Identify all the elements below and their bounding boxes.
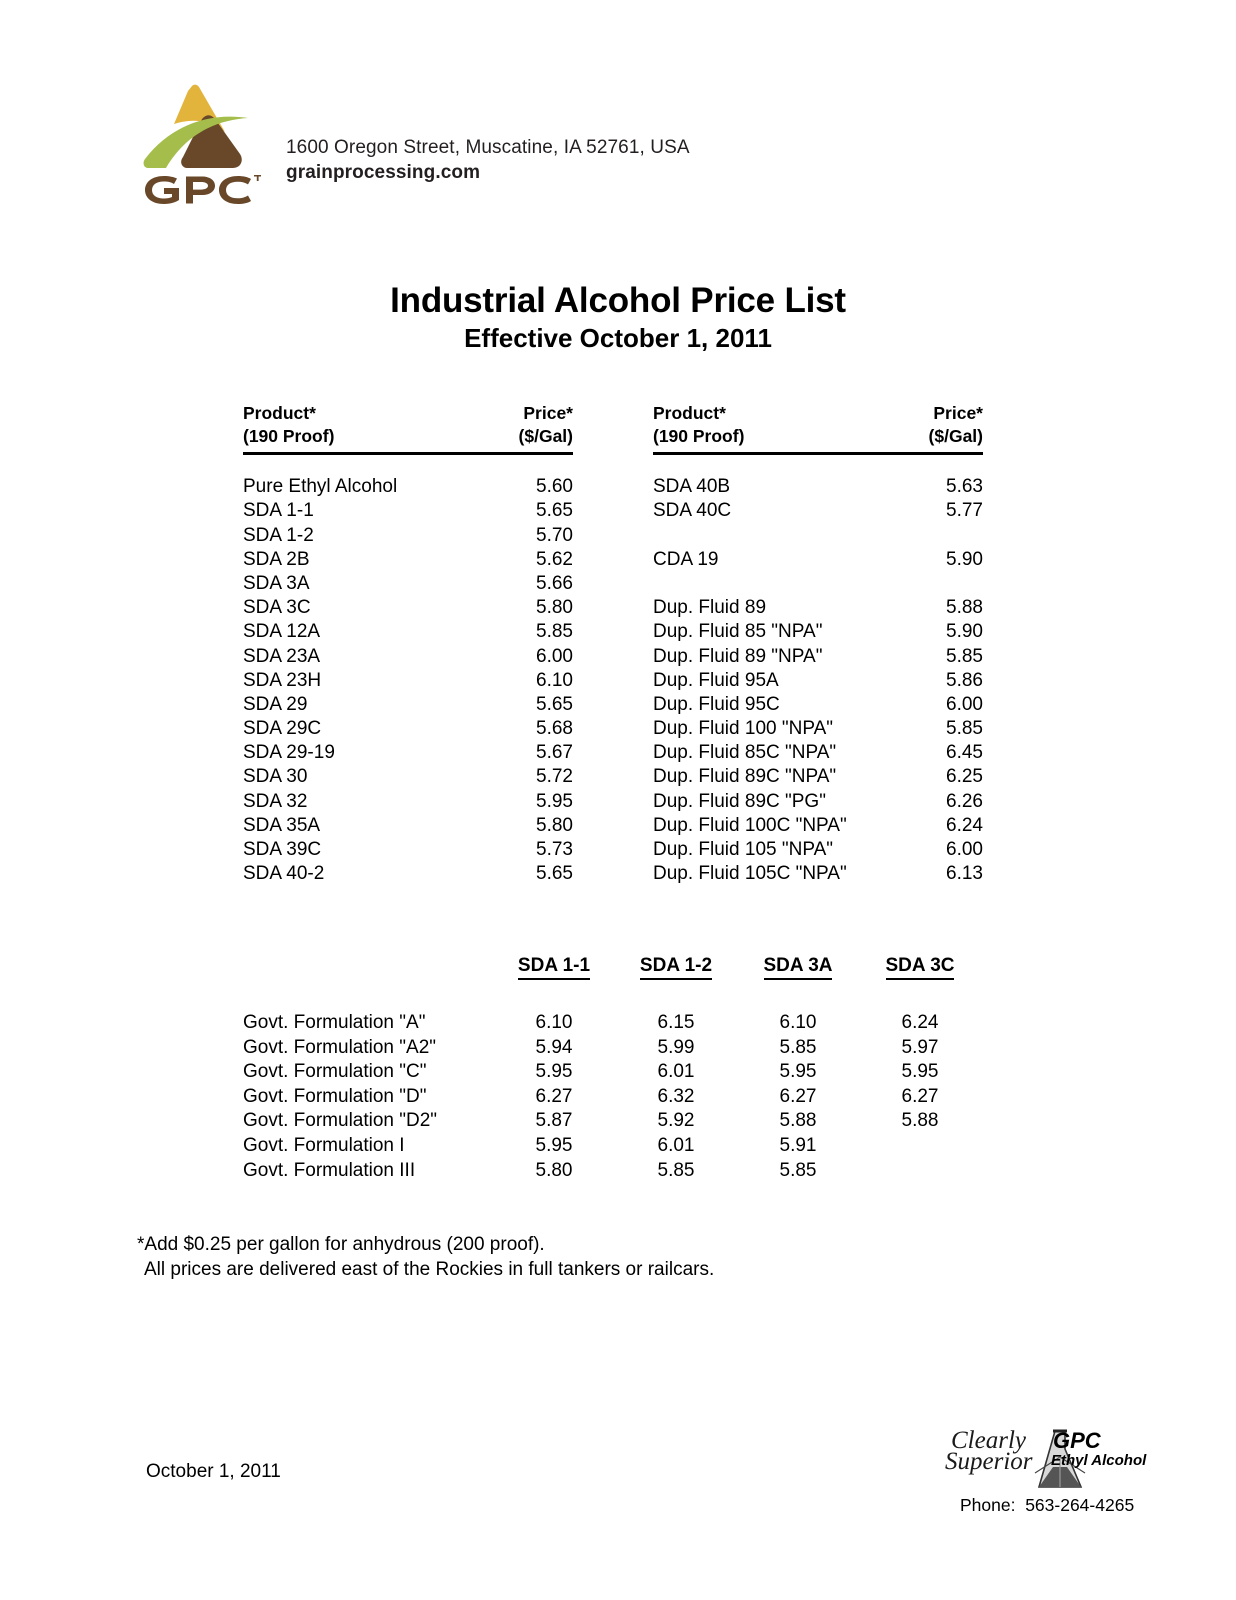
footer-date: October 1, 2011 (146, 1461, 281, 1482)
price-row (653, 596, 983, 620)
product-price: 5.90 (946, 548, 983, 570)
product-name: CDA 19 (653, 548, 719, 570)
price-row (653, 765, 983, 789)
product-price: 5.90 (946, 621, 983, 643)
price-rows-left (243, 475, 573, 886)
formulation-price: 6.15 (657, 1012, 695, 1033)
formulation-name: Govt. Formulation "D" (243, 1085, 427, 1107)
product-name: Dup. Fluid 95C (653, 693, 780, 715)
formulation-price: 5.92 (657, 1110, 695, 1132)
product-name: SDA 3C (243, 597, 311, 619)
price-row (243, 765, 573, 789)
product-price: 6.45 (946, 742, 983, 764)
product-name: SDA 29C (243, 718, 322, 740)
formulation-price: 5.99 (657, 1036, 695, 1058)
formulation-price: 5.88 (901, 1110, 939, 1132)
price-row (653, 620, 983, 644)
price-row (653, 717, 983, 741)
price-row (653, 645, 983, 669)
product-name: SDA 23H (243, 669, 322, 691)
formulation-row (243, 1109, 983, 1134)
price-row (243, 524, 573, 548)
product-name: SDA 29 (243, 693, 308, 715)
product-name: Dup. Fluid 89 (653, 597, 767, 619)
formulation-price: 6.01 (657, 1134, 695, 1156)
header-proof-label: (190 Proof) (653, 426, 745, 447)
price-column-right (653, 402, 983, 886)
product-price: 6.00 (946, 693, 983, 715)
product-price: 6.00 (536, 645, 573, 667)
product-name: Dup. Fluid 105C "NPA" (653, 863, 847, 885)
formulation-price: 5.88 (779, 1110, 817, 1132)
product-price: 5.60 (536, 476, 573, 498)
price-rows-right (653, 475, 983, 886)
formulation-column-header (737, 955, 859, 989)
formulation-price: 5.95 (535, 1134, 573, 1156)
page-subtitle: Effective October 1, 2011 (464, 323, 772, 354)
price-row (653, 790, 983, 814)
formulation-price: 5.91 (779, 1134, 817, 1156)
price-row (243, 620, 573, 644)
formulation-header-spacer (243, 955, 493, 989)
formulation-price: 5.85 (779, 1036, 817, 1058)
formulation-name: Govt. Formulation "A2" (243, 1036, 437, 1058)
brand-superior-text: Superior (945, 1448, 1033, 1475)
formulation-column-header-label: SDA 3C (886, 955, 955, 980)
product-name: SDA 40C (653, 500, 732, 522)
product-price: 5.80 (536, 597, 573, 619)
price-row (653, 862, 983, 886)
formulation-price: 5.97 (901, 1036, 939, 1058)
product-price: 6.13 (946, 863, 983, 885)
price-row (243, 475, 573, 499)
formulation-price: 5.85 (657, 1159, 695, 1181)
formulation-table-body (243, 1011, 983, 1183)
product-name: SDA 32 (243, 790, 308, 812)
price-table (243, 402, 983, 886)
product-price: 6.10 (536, 669, 573, 691)
product-name: SDA 39C (243, 839, 322, 860)
product-name: SDA 1-1 (243, 500, 314, 522)
formulation-price: 5.80 (535, 1159, 573, 1181)
formulation-price: 5.95 (779, 1061, 817, 1083)
product-name: Dup. Fluid 100 "NPA" (653, 718, 833, 740)
product-name: SDA 3A (243, 572, 310, 594)
formulation-name: Govt. Formulation "A" (243, 1012, 426, 1033)
price-row (653, 693, 983, 717)
product-price (863, 524, 983, 548)
formulation-column-header (493, 955, 615, 989)
product-price: 6.00 (946, 839, 983, 860)
product-price: 5.68 (536, 718, 573, 740)
product-price: 5.86 (946, 669, 983, 691)
brand-clearly-text: Clearly (951, 1427, 1026, 1454)
price-row (243, 790, 573, 814)
formulation-name: Govt. Formulation "D2" (243, 1110, 438, 1132)
formulation-row (243, 1011, 983, 1036)
product-name: SDA 29-19 (243, 742, 335, 764)
product-name: Dup. Fluid 85C "NPA" (653, 742, 837, 764)
product-price: 5.85 (946, 718, 983, 740)
product-name: Dup. Fluid 95A (653, 669, 779, 691)
price-row-spacer (653, 572, 983, 596)
product-price: 5.63 (946, 476, 983, 498)
formulation-column-header-label: SDA 1-1 (518, 955, 590, 980)
spacer (653, 455, 983, 475)
company-website: grainprocessing.com (286, 162, 481, 184)
formulation-table (243, 955, 983, 1183)
header-product-label: Product* (653, 403, 726, 423)
footnote-line-2: All prices are delivered east of the Rockies in full tankers or railcars. (144, 1259, 715, 1280)
price-row (653, 548, 983, 572)
formulation-row (243, 1159, 983, 1184)
price-row (243, 596, 573, 620)
product-name: SDA 1-2 (243, 524, 314, 546)
footnote-line-1: *Add $0.25 per gallon for anhydrous (200 proof). (137, 1234, 545, 1255)
formulation-price: 6.24 (901, 1012, 939, 1033)
product-price: 5.65 (536, 693, 573, 715)
price-column-left (243, 402, 573, 886)
formulation-price: 6.10 (535, 1012, 573, 1033)
formulation-price: 5.95 (535, 1061, 573, 1083)
price-row (653, 475, 983, 499)
footer-phone: Phone: 563-264-4265 (960, 1495, 1135, 1515)
product-name: Dup. Fluid 100C "NPA" (653, 814, 847, 836)
letterhead-text (286, 135, 690, 186)
page-title: Industrial Alcohol Price List (390, 281, 846, 320)
formulation-column-header (615, 955, 737, 989)
price-row (243, 693, 573, 717)
product-name: Dup. Fluid 89 "NPA" (653, 645, 823, 667)
formulation-price (859, 1159, 981, 1184)
product-name: Dup. Fluid 85 "NPA" (653, 621, 823, 643)
product-price: 5.72 (536, 766, 573, 788)
product-price: 5.85 (536, 621, 573, 643)
price-row (653, 814, 983, 838)
header-price-label: Price* (523, 403, 573, 423)
product-price: 5.85 (946, 645, 983, 667)
company-address: 1600 Oregon Street, Muscatine, IA 52761, USA (286, 136, 690, 158)
formulation-table-header (243, 955, 983, 989)
product-price: 6.26 (946, 790, 983, 812)
price-column-right-header (653, 402, 983, 455)
formulation-row (243, 1060, 983, 1085)
product-price (863, 572, 983, 596)
product-name: Dup. Fluid 89C "PG" (653, 790, 826, 812)
header-product-label: Product* (243, 403, 316, 423)
spacer (243, 455, 573, 475)
product-price: 5.88 (946, 597, 983, 619)
formulation-price: 6.01 (657, 1061, 695, 1083)
formulation-row (243, 1134, 983, 1159)
price-row (243, 838, 573, 862)
header-price-label: Price* (933, 403, 983, 423)
product-price: 5.95 (536, 790, 573, 812)
product-name: SDA 40-2 (243, 863, 325, 885)
product-name: Dup. Fluid 105 "NPA" (653, 839, 833, 860)
product-name: SDA 2B (243, 548, 310, 570)
product-price: 5.62 (536, 548, 573, 570)
price-row (243, 669, 573, 693)
formulation-price: 5.95 (901, 1061, 939, 1083)
price-row (653, 499, 983, 523)
formulation-price: 5.85 (779, 1159, 817, 1181)
product-name: SDA 23A (243, 645, 321, 667)
product-name: SDA 40B (653, 476, 731, 498)
price-row (243, 717, 573, 741)
header-unit-label: ($/Gal) (518, 426, 573, 447)
price-row (243, 645, 573, 669)
gpc-logo-icon (130, 72, 262, 204)
price-row (243, 499, 573, 523)
product-price: 6.25 (946, 766, 983, 788)
header-proof-label: (190 Proof) (243, 426, 335, 447)
price-column-left-header (243, 402, 573, 455)
product-price: 5.73 (536, 839, 573, 860)
product-name: SDA 12A (243, 621, 321, 643)
price-row (243, 862, 573, 886)
product-price: 6.24 (946, 814, 983, 836)
price-row (243, 814, 573, 838)
product-name: Dup. Fluid 89C "NPA" (653, 766, 837, 788)
product-name: SDA 30 (243, 766, 308, 788)
formulation-price: 6.10 (779, 1012, 817, 1033)
formulation-price: 5.94 (535, 1036, 573, 1058)
formulation-price: 6.27 (535, 1085, 573, 1107)
price-row-spacer (653, 524, 983, 548)
header-unit-label: ($/Gal) (928, 426, 983, 447)
formulation-price: 6.27 (901, 1085, 939, 1107)
product-price: 5.70 (536, 524, 573, 546)
footnote (137, 1232, 714, 1282)
price-row (243, 548, 573, 572)
formulation-name: Govt. Formulation I (243, 1134, 405, 1156)
product-price: 5.65 (536, 863, 573, 885)
formulation-price (859, 1134, 981, 1159)
formulation-row (243, 1085, 983, 1110)
letterhead (130, 72, 690, 204)
formulation-price: 6.32 (657, 1085, 695, 1107)
brand-ethyl-alcohol-text: Ethyl Alcohol (1051, 1452, 1147, 1469)
product-price: 5.65 (536, 500, 573, 522)
formulation-column-header-label: SDA 3A (764, 955, 833, 980)
price-row (653, 741, 983, 765)
clearly-superior-logo (945, 1425, 1145, 1493)
formulation-price: 6.27 (779, 1085, 817, 1107)
formulation-name: Govt. Formulation III (243, 1159, 416, 1181)
price-row (653, 669, 983, 693)
formulation-price: 5.87 (535, 1110, 573, 1132)
formulation-column-header-label: SDA 1-2 (640, 955, 712, 980)
brand-gpc-text: GPC (1053, 1428, 1101, 1453)
product-name: Pure Ethyl Alcohol (243, 476, 398, 498)
product-price: 5.77 (946, 500, 983, 522)
formulation-column-header (859, 955, 981, 989)
product-name: SDA 35A (243, 814, 321, 836)
price-row (653, 838, 983, 862)
product-price: 5.66 (536, 572, 573, 594)
price-row (243, 572, 573, 596)
price-row (243, 741, 573, 765)
formulation-name: Govt. Formulation "C" (243, 1061, 427, 1083)
product-price: 5.67 (536, 742, 573, 764)
formulation-row (243, 1036, 983, 1061)
product-price: 5.80 (536, 814, 573, 836)
title-block (0, 280, 1236, 354)
